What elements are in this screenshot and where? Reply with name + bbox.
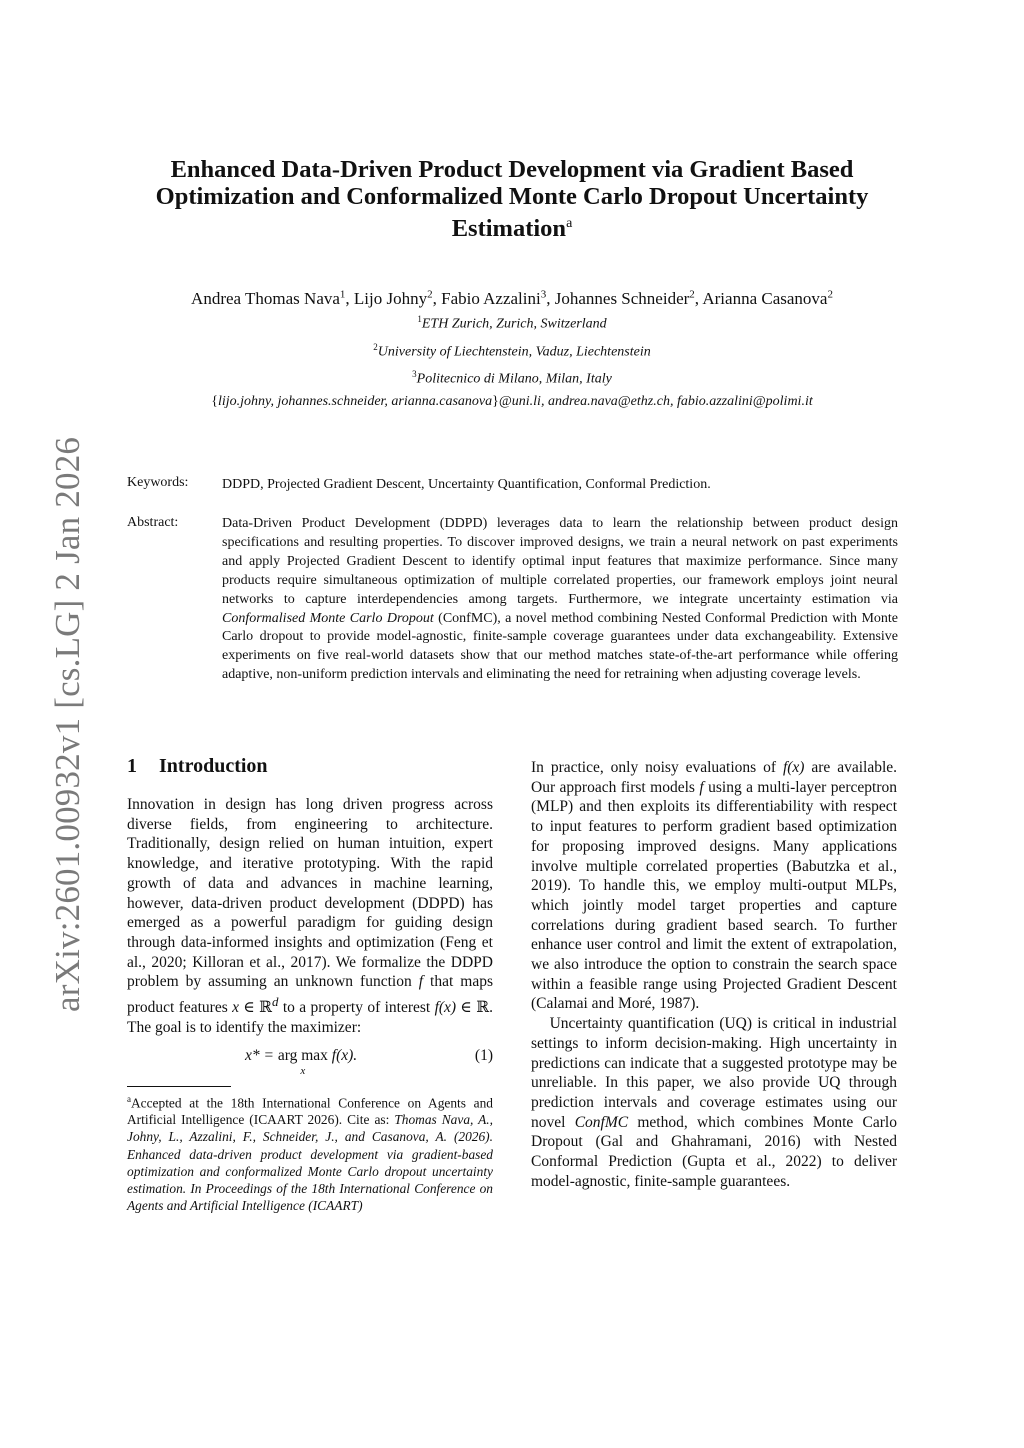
affiliation: $^1$ETH Zurich, Zurich, Switzerland	[417, 314, 607, 332]
author: Fabio Azzalini$^3$,	[441, 288, 555, 308]
paper-title	[120, 156, 904, 242]
arxiv-identifier-stamp: arXiv:2601.00932v1 [cs.LG] 2 Jan 2026	[48, 436, 87, 1012]
author-list	[100, 283, 924, 310]
abstract-text: Data-Driven Product Development (DDPD) leverages data to learn the relationship between product design specifications and resulting properties. To discover improved designs, we train a neural network on past experiments and apply Projected Gradient Descent to identify optimal input features that maximize performance. Since many products require simultaneous optimization of multiple correlated properties, our framework employs joint neural networks to capture interdependencies among targets. Furthermore, we integrate uncertainty estimation via Conformalised Monte Carlo Dropout (ConfMC), a novel method combining Nested Conformal Prediction with Monte Carlo dropout to provide model-agnostic, finite-sample coverage guarantees under data exchangeability. Extensive experiments on five real-world datasets show that our method matches state-of-the-art performance while offering adaptive, non-uniform prediction intervals and eliminating the need for retraining when adjusting coverage levels.	[222, 516, 898, 683]
author: Andrea Thomas Nava$^1$,	[191, 288, 354, 308]
section-heading: 1 Introduction	[127, 755, 268, 777]
right-column	[531, 758, 897, 1191]
abstract-method-name: Conformalised Monte Carlo Dropout	[222, 610, 434, 626]
author-emails: {lijo.johny, johannes.schneider, arianna.casanova}@uni.li, andrea.nava@ethz.ch, fabio.azzalini@polimi.it	[211, 393, 813, 409]
title-line-1: Enhanced Data-Driven Product Development via Gradient Based	[170, 156, 854, 183]
title-line-2: Optimization and Conformalized Monte Carlo Dropout Uncertainty	[155, 183, 869, 210]
affiliations	[100, 308, 924, 413]
equation-body: x* = arg max x f(x).	[245, 1046, 358, 1077]
body-paragraph: Uncertainty quantification (UQ) is critical in industrial settings to inform decision-making. High uncertainty in predictions can indicate that a suggested prototype may be unreliable. In this paper, we also provide UQ through prediction intervals and coverage estimates using our novel ConfMC method, which combines Monte Carlo Dropout (Gal and Ghahramani, 2016) with Nested Conformal Prediction (Gupta et al., 2022) to deliver model-agnostic, finite-sample guarantees.	[531, 1015, 897, 1190]
title-footnote-mark: a	[566, 216, 573, 231]
affiliation: $^3$Politecnico di Milano, Milan, Italy	[412, 369, 612, 387]
author: Lijo Johny$^2$,	[353, 288, 442, 308]
title-line-3: Estimation$^a$	[451, 215, 573, 243]
body-paragraph: In practice, only noisy evaluations of f(x) are available. Our approach first models f using a multi-layer perceptron (MLP) and then exploits its differentiability with respect to input features to perform gradient based optimization for proposing improved designs. Many applications involve multiple correlated properties (Babutzka et al., 2019). To handle this, we employ multi-output MLPs, which jointly model target properties and capture correlations during gradient based search. To further enhance user control and limit the extent of extrapolation, we also introduce the option to constrain the search space within a feasible range using Projected Gradient Descent (Calamai and Moré, 1987).	[531, 759, 898, 1013]
equation-number: (1)	[474, 1046, 493, 1064]
author: Arianna Casanova$^2$	[702, 288, 833, 308]
footnote: $^a$Accepted at the 18th International Conference on Agents and Artificial Intelligence (ICAART 2026). Cite as: Thomas Nava, A., Johny, L., Azzalini, F., Schneider, J., and Casanova, A. (2026). Enhanced data-driven product development via gradient-based optimization and conformalized Monte Carlo dropout uncertainty estimation. In Proceedings of the 18th International Conference on Agents and Artificial Intelligence (ICAART)	[127, 1093, 493, 1214]
footnote-citation: Thomas Nava, A., Johny, L., Azzalini, F., Schneider, J., and Casanova, A. (2026). Enhanced data-driven product development via gradient-based optimization and conformalized Monte Carlo dropout uncertainty estimation. In Proceedings of the 18th International Conference on Agents and Artificial Intelligence (ICAART)	[127, 1112, 493, 1214]
abstract-label: Abstract:	[127, 515, 179, 530]
keywords-text: DDPD, Projected Gradient Descent, Uncertainty Quantification, Conformal Prediction.	[222, 477, 711, 492]
argmax-operator: arg max x	[277, 1046, 328, 1077]
author: Johannes Schneider$^2$,	[554, 288, 703, 308]
equation-1	[127, 1042, 493, 1082]
intro-paragraph: Innovation in design has long driven progress across diverse fields, from engineering to architecture. Traditionally, design relied on human intuition, expert knowledge, and iterative prototyping. With the rapid growth of data and advances in machine learning, however, data-driven product development (DDPD) has emerged as a powerful paradigm for guiding design through data-informed insights and optimization (Feng et al., 2020; Killoran et al., 2017). We formalize the DDPD problem by assuming an unknown function f that maps product features x ∈ ℝ$^d$ to a property of interest f(x) ∈ ℝ. The goal is to identify the maximizer:	[127, 796, 494, 1036]
affiliation: $^2$University of Liechtenstein, Vaduz, Liechtenstein	[373, 341, 651, 360]
footnote-rule	[127, 1086, 231, 1087]
left-column	[127, 755, 493, 1214]
keywords-label: Keywords:	[127, 475, 189, 490]
